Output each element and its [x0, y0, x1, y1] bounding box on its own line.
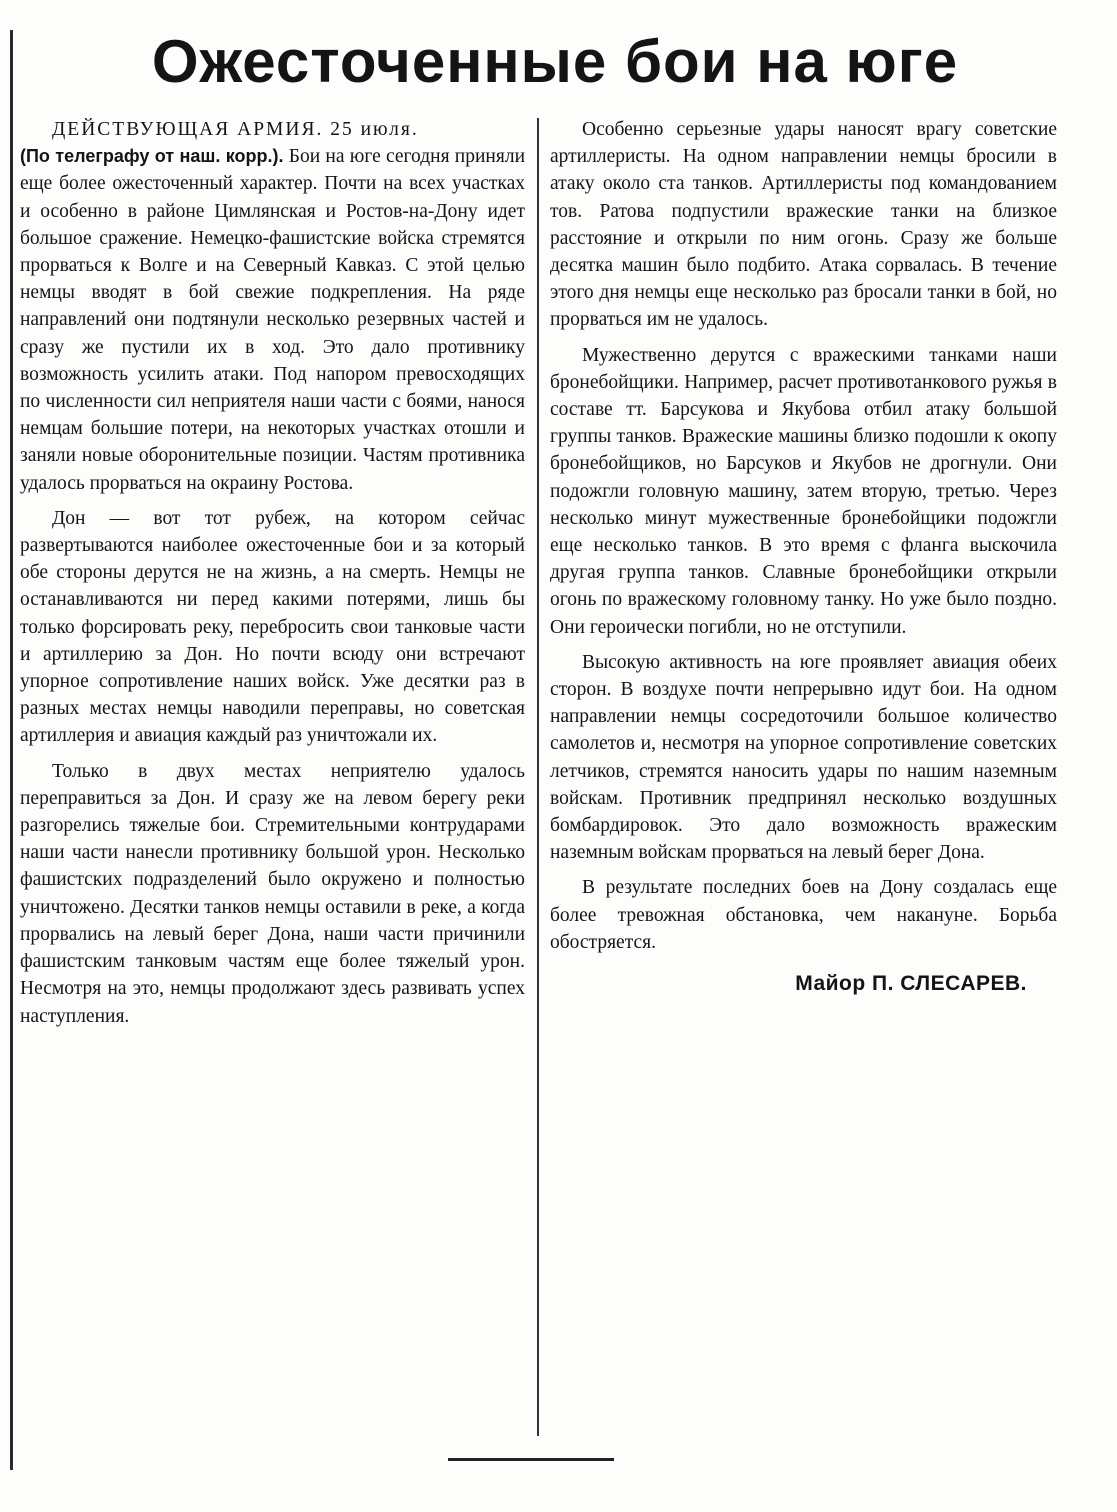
section-separator: [448, 1458, 614, 1461]
dateline: ДЕЙСТВУЮЩАЯ АРМИЯ. 25 июля.: [52, 119, 419, 140]
article-paragraph-7: В результате последних боев на Дону создалась еще более тревожная обстановка, чем накануне. Борьба обостряется.: [550, 877, 1057, 953]
article-paragraph-3: Только в двух местах неприятелю удалось переправиться за Дон. И сразу же на левом берегу реки разгорелись тяжелые бои. Стремительными контрударами наши части нанесли противнику большой урон. Несколько фашистских подразделений было окружено и полностью уничтожено. Десятки танков немцы оставили в реке, а когда прорвались на левый берег Дона, наши части причинили фашистским танковым частям еще более тяжелый урон. Несмотря на это, немцы продолжают здесь развивать успех наступления.: [20, 760, 525, 1027]
article-column-left: [20, 116, 525, 1038]
article-paragraph-5: Мужественно дерутся с вражескими танками наши бронебойщики. Например, расчет противотанкового ружья в составе тт. Барсукова и Якубова отбил атаку большой группы танков. Вражеские машины близко подошли к окопу бронебойщиков, но Барсуков и Якубов не дрогнули. Они подожгли головную машину, затем вторую, третью. Через несколько минут мужественные бронебойщики подожгли еще несколько танков. В это время с фланга выскочила другая группа танков. Славные бронебойщики открыли огонь по вражескому головному танку. Но уже было поздно. Они героически погибли, но не отступили.: [550, 344, 1057, 638]
article-paragraph-1: [20, 116, 525, 497]
source-note: (По телеграфу от наш. корр.).: [20, 146, 284, 167]
article-paragraph-4: Особенно серьезные удары наносят врагу советские артиллеристы. На одном направлении немцы бросили в атаку около ста танков. Артиллеристы под командованием тов. Ратова подпустили вражеские танки на близкое расстояние и открыли по ним огонь. Сразу же больше десятка машин было подбито. Атака сорвалась. В течение этого дня немцы еще несколько раз бросали танки в бой, но прорваться им не удалось.: [550, 119, 1057, 331]
paragraph-1-text: Бои на юге сегодня приняли еще более ожесточенный характер. Почти на всех участках и особенно в районе Цимлянская и Ростов-на-Дону идет большое сражение. Немецко-фашистские войска стремятся прорваться к Волге и на Северный Кавказ. С этой целью немцы вводят в бой свежие подкрепления. На ряде направлений они подтянули несколько резервных частей и сразу же пустили их в ход. Это дало противнику возможность усилить атаки. Под напором превосходящих по численности сил неприятеля наши части с боями, нанося немцам большие потери, на некоторых участках отошли и заняли новые оборонительные позиции. Частям противника удалось прорваться на окраину Ростова.: [20, 146, 525, 494]
author-signature: Майор П. СЛЕСАРЕВ.: [795, 972, 1027, 996]
article-paragraph-6: Высокую активность на юге проявляет авиация обеих сторон. В воздухе почти непрерывно идут бои. На одном направлении немцы сосредоточили большое количество самолетов и, несмотря на упорное сопротивление советских летчиков, стремятся наносить удары по нашим наземным войскам. Противник предпринял несколько воздушных бомбардировок. Это дало возможность вражеским наземным войскам прорваться на левый берег Дона.: [550, 651, 1057, 864]
column-divider: [537, 118, 539, 1436]
article-headline: Ожесточенные бои на юге: [151, 28, 959, 95]
article-column-right: [550, 116, 1057, 997]
left-margin-rule: [10, 30, 13, 1470]
next-article-headline-fragment: [130, 1472, 990, 1512]
article-paragraph-2: Дон — вот тот рубеж, на котором сейчас развертываются наиболее ожесточенные бои и за который обе стороны дерутся не на жизнь, а на смерть. Немцы не останавливаются ни перед какими потерями, лишь бы только форсировать реку, перебросить свои танковые части и артиллерию за Дон. Но почти всюду они встречают упорное сопротивление наших войск. Уже десятки раз в разных местах немцы наводили переправы, но советская артиллерия и авиация каждый раз уничтожали их.: [20, 507, 525, 747]
